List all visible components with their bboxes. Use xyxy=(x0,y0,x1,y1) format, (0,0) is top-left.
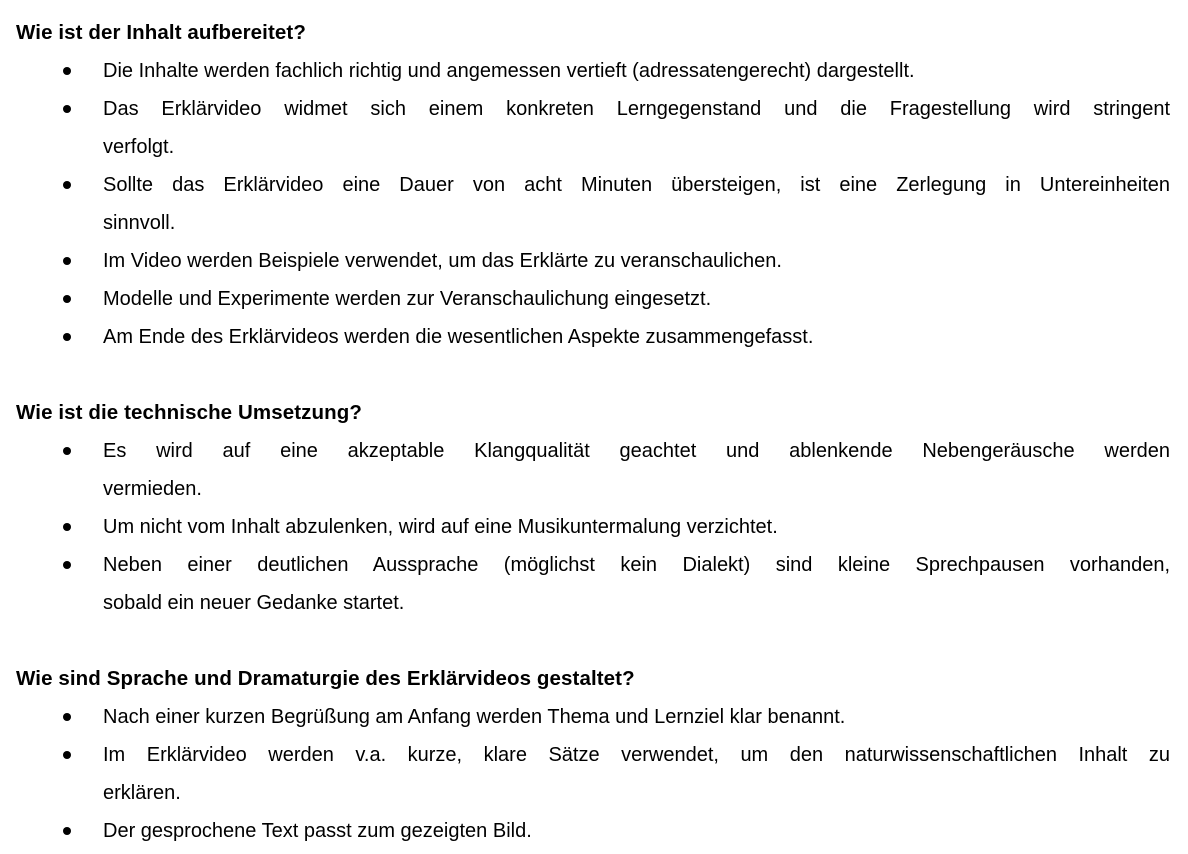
section-heading: Wie ist der Inhalt aufbereitet? xyxy=(16,21,306,44)
bullet-text: Neben einer deutlichen Aussprache (möglichst kein Dialekt) sind kleine Sprechpausen vorhanden, xyxy=(103,554,1170,576)
list-item xyxy=(16,318,1170,356)
bullet-icon xyxy=(63,751,71,759)
list-item xyxy=(16,736,1170,812)
bullet-icon xyxy=(63,447,71,455)
list-item xyxy=(16,698,1170,736)
bullet-text: Die Inhalte werden fachlich richtig und angemessen vertieft (adressatengerecht) dargestellt. xyxy=(103,60,915,82)
list-item xyxy=(16,508,1170,546)
bullet-icon xyxy=(63,257,71,265)
bullet-text: Nach einer kurzen Begrüßung am Anfang werden Thema und Lernziel klar benannt. xyxy=(103,706,846,728)
bullet-icon xyxy=(63,333,71,341)
list-item xyxy=(16,166,1170,242)
bullet-text: Das Erklärvideo widmet sich einem konkreten Lerngegenstand und die Fragestellung wird stringent xyxy=(103,98,1170,120)
bullet-text: vermieden. xyxy=(103,478,202,500)
list-item xyxy=(16,812,1170,850)
bullet-text: erklären. xyxy=(103,782,181,804)
bullet-text: Modelle und Experimente werden zur Veranschaulichung eingesetzt. xyxy=(103,288,712,310)
section-technische-umsetzung xyxy=(16,394,1170,622)
bullet-icon xyxy=(63,67,71,75)
list-item xyxy=(16,90,1170,166)
bullet-text: Im Erklärvideo werden v.a. kurze, klare Sätze verwendet, um den naturwissenschaftlichen Inhalt zu xyxy=(103,744,1170,766)
bullet-text: sinnvoll. xyxy=(103,212,176,234)
section-heading: Wie ist die technische Umsetzung? xyxy=(16,401,362,424)
list-item xyxy=(16,242,1170,280)
bullet-icon xyxy=(63,295,71,303)
bullet-text: Im Video werden Beispiele verwendet, um das Erklärte zu veranschaulichen. xyxy=(103,250,782,272)
section-heading: Wie sind Sprache und Dramaturgie des Erklärvideos gestaltet? xyxy=(16,667,635,690)
list-item xyxy=(16,52,1170,90)
list-item xyxy=(16,546,1170,622)
bullet-icon xyxy=(63,713,71,721)
bullet-text: Um nicht vom Inhalt abzulenken, wird auf eine Musikuntermalung verzichtet. xyxy=(103,516,778,538)
bullet-icon xyxy=(63,561,71,569)
bullet-text: sobald ein neuer Gedanke startet. xyxy=(103,592,405,614)
bullet-text: Sollte das Erklärvideo eine Dauer von acht Minuten übersteigen, ist eine Zerlegung in Untereinheiten xyxy=(103,174,1170,196)
bullet-icon xyxy=(63,181,71,189)
bullet-text: verfolgt. xyxy=(103,136,175,158)
bullet-list xyxy=(16,432,1170,622)
list-item xyxy=(16,280,1170,318)
bullet-text: Am Ende des Erklärvideos werden die wesentlichen Aspekte zusammengefasst. xyxy=(103,326,814,348)
section-sprache-dramaturgie xyxy=(16,660,1170,850)
bullet-icon xyxy=(63,523,71,531)
bullet-text: Der gesprochene Text passt zum gezeigten Bild. xyxy=(103,820,532,842)
bullet-icon xyxy=(63,827,71,835)
list-item xyxy=(16,432,1170,508)
section-inhalt-aufbereitet xyxy=(16,14,1170,356)
bullet-icon xyxy=(63,105,71,113)
bullet-list xyxy=(16,698,1170,850)
bullet-list xyxy=(16,52,1170,356)
bullet-text: Es wird auf eine akzeptable Klangqualität geachtet und ablenkende Nebengeräusche werden xyxy=(103,440,1170,462)
